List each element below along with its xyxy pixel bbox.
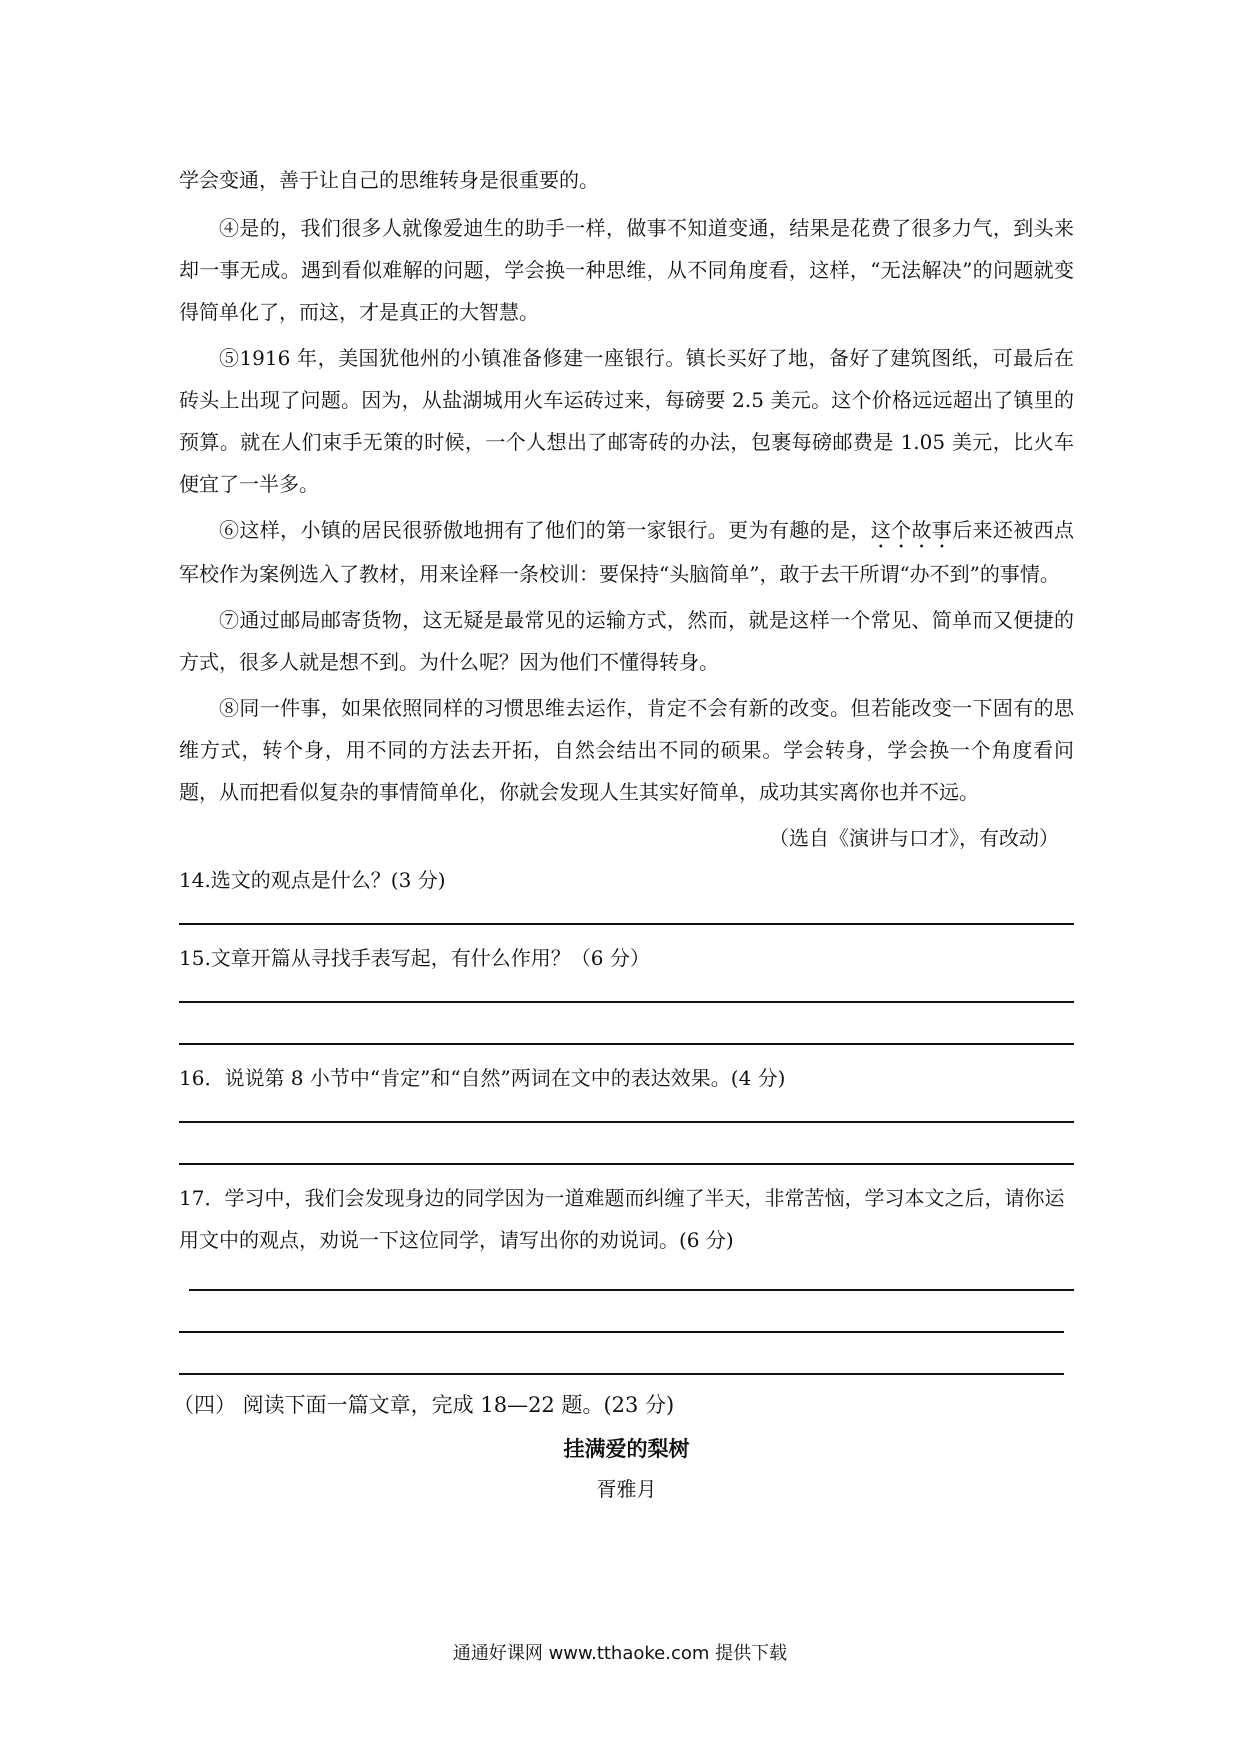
paragraph-6-text-before: ⑥这样，小镇的居民很骄傲地拥有了他们的第一家银行。更为有趣的是， [219, 518, 871, 542]
article-title: 挂满爱的梨树 [563, 1437, 690, 1461]
paragraph-6 [179, 509, 1074, 595]
answer-line-15-2[interactable] [179, 1043, 1074, 1045]
paragraph-continuation: 学会变通，善于让自己的思维转身是很重要的。 [179, 168, 599, 192]
question-15: 15.文章开篇从寻找手表写起，有什么作用？（6 分） [179, 946, 650, 970]
article-author: 胥雅月 [596, 1477, 657, 1501]
answer-line-17-2[interactable] [179, 1331, 1064, 1333]
paragraph-6-emphasized: 这个故事 [870, 518, 953, 542]
question-14: 14.选文的观点是什么？(3 分) [179, 868, 446, 892]
section-heading: （四） 阅读下面一篇文章，完成 18—22 题。(23 分) [173, 1393, 675, 1417]
answer-line-17-1[interactable] [189, 1289, 1074, 1291]
question-17: 17．学习中，我们会发现身边的同学因为一道难题而纠缠了半天，非常苦恼，学习本文之后，请你运用文中的观点，劝说一下这位同学，请写出你的劝说词。(6 分) [179, 1186, 1065, 1252]
answer-line-16-2[interactable] [179, 1163, 1074, 1165]
paragraph-7: ⑦通过邮局邮寄货物，这无疑是最常见的运输方式，然而，就是这样一个常见、简单而又便捷的方式，很多人就是想不到。为什么呢？因为他们不懂得转身。 [179, 608, 1074, 674]
paragraph-6-text-after: 后来还被西点军校作为案例选入了教材，用来诠释一条校训：要保持“头脑简单”，敢于去干所谓“办不到”的事情。 [179, 518, 1075, 586]
answer-line-15-1[interactable] [179, 1001, 1074, 1003]
paragraph-5: ⑤1916 年，美国犹他州的小镇准备修建一座银行。镇长买好了地，备好了建筑图纸，可最后在砖头上出现了问题。因为，从盐湖城用火车运砖过来，每磅要 2.5 美元。这个价格远远超出了镇里的预算。就在人们束手无策的时候，一个人想出了邮寄砖的办法，包裹每磅邮费是 1.05 美元，比火车便宜了一半多。 [179, 346, 1074, 496]
question-16: 16．说说第 8 小节中“肯定”和“自然”两词在文中的表达效果。(4 分) [179, 1066, 786, 1090]
reading-content [173, 159, 1075, 1509]
page-footer: 通通好课网 www.tthaoke.com 提供下载 [452, 1643, 788, 1664]
paragraph-4: ④是的，我们很多人就像爱迪生的助手一样，做事不知道变通，结果是花费了很多力气，到头来却一事无成。遇到看似难解的问题，学会换一种思维，从不同角度看，这样，“无法解决”的问题就变得简单化了，而这，才是真正的大智慧。 [179, 216, 1074, 324]
answer-line-17-3[interactable] [179, 1373, 1064, 1375]
answer-line-16-1[interactable] [179, 1121, 1074, 1123]
paragraph-8: ⑧同一件事，如果依照同样的习惯思维去运作，肯定不会有新的改变。但若能改变一下固有的思维方式，转个身，用不同的方法去开拓，自然会结出不同的硕果。学会转身，学会换一个角度看问题，从而把看似复杂的事情简单化，你就会发现人生其实好简单，成功其实离你也并不远。 [179, 696, 1074, 804]
source-citation: （选自《演讲与口才》，有改动） [769, 826, 1059, 850]
answer-line-14[interactable] [179, 923, 1074, 925]
